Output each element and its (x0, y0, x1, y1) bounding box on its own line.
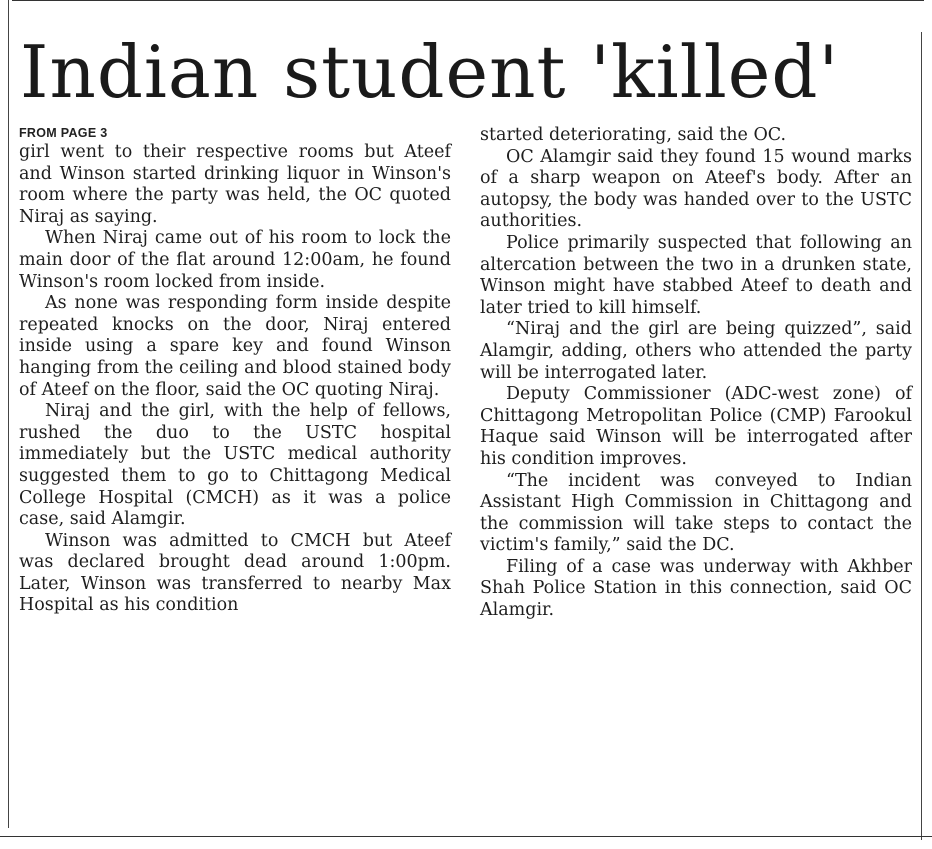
body-paragraph: “Niraj and the girl are being quizzed”, said Alamgir, adding, others who attended the party will be interrogated later. (480, 319, 912, 383)
body-paragraph: “The incident was conveyed to Indian Assistant High Commission in Chittagong and the commission will take steps to contact the victim's family,” said the DC. (480, 470, 912, 556)
right-rule (921, 32, 922, 840)
right-column (480, 125, 912, 622)
bottom-rule (0, 836, 932, 837)
body-paragraph: girl went to their respective rooms but Ateef and Winson started drinking liquor in Winson's room where the party was held, the OC quoted Niraj as saying. (19, 142, 451, 227)
body-paragraph: When Niraj came out of his room to lock the main door of the flat around 12:00am, he found Winson's room locked from inside. (19, 228, 451, 292)
dateline: FROM PAGE 3 (19, 126, 108, 140)
body-paragraph: OC Alamgir said they found 15 wound marks of a sharp weapon on Ateef's body. After an autopsy, the body was handed over to the USTC authorities. (480, 146, 912, 232)
body-paragraph: Filing of a case was underway with Akhber Shah Police Station in this connection, said OC Alamgir. (480, 556, 912, 621)
body-paragraph: Niraj and the girl, with the help of fellows, rushed the duo to the USTC hospital immediately but the USTC medical authority suggested them to go to Chittagong Medical College Hospital (CMCH) as it was a police case, said Alamgir. (19, 401, 451, 530)
left-column (19, 125, 451, 617)
body-paragraph: As none was responding form inside despite repeated knocks on the door, Niraj entered inside using a spare key and found Winson hanging from the ceiling and blood stained body of Ateef on the floor, said the OC quoting Niraj. (19, 293, 451, 400)
body-paragraph: started deteriorating, said the OC. (480, 125, 787, 145)
body-paragraph: Winson was admitted to CMCH but Ateef was declared brought dead around 1:00pm. Later, Winson was transferred to nearby Max Hospital as his condition (19, 530, 451, 616)
body-paragraph: Deputy Commissioner (ADC-west zone) of Chittagong Metropolitan Police (CMP) Farookul Haque said Winson will be interrogated after his condition improves. (480, 384, 912, 469)
top-rule (12, 0, 924, 1)
left-rule (8, 0, 9, 828)
body-paragraph: Police primarily suspected that following an altercation between the two in a drunken state, Winson might have stabbed Ateef to death and later tried to kill himself. (480, 232, 912, 318)
headline: Indian student 'killed' (20, 30, 840, 114)
